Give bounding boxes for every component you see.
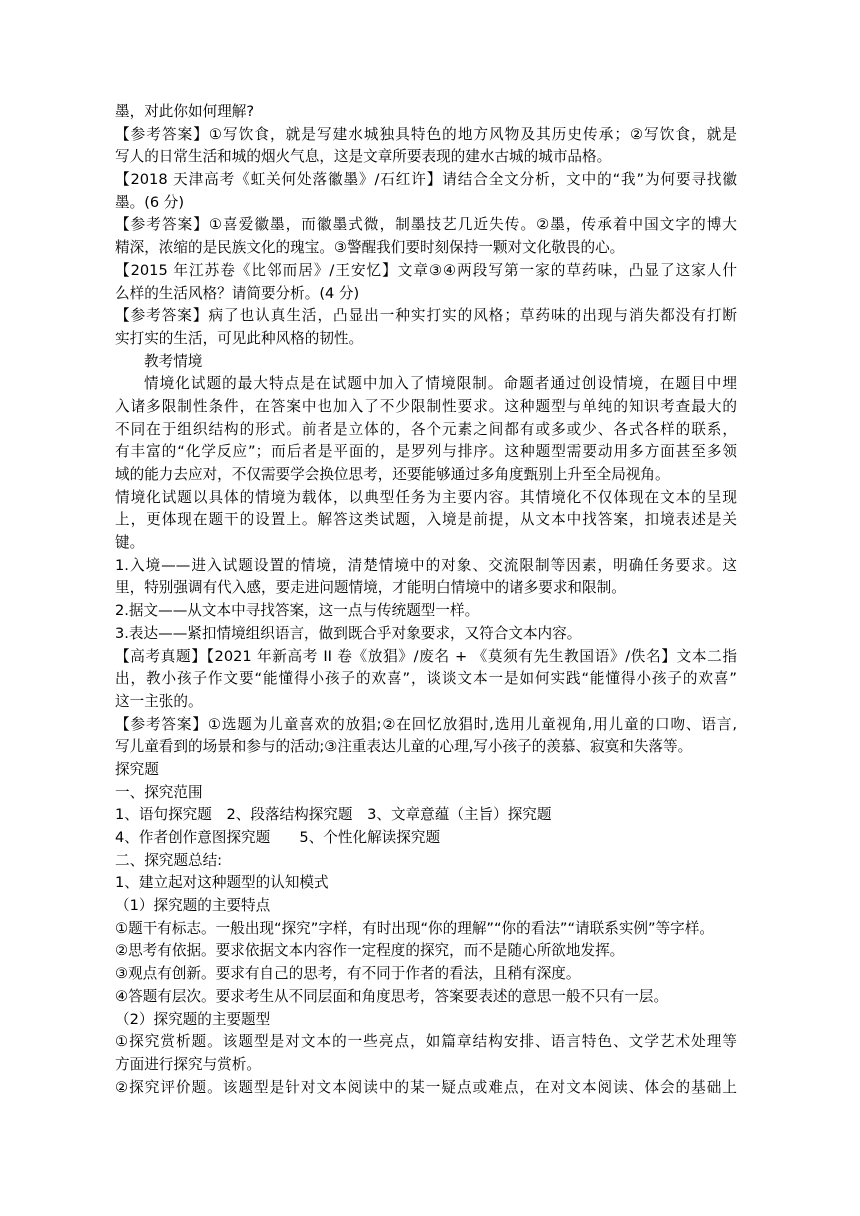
text-line: ③观点有创新。要求有自己的思考，有不同于作者的看法，且稍有深度。 bbox=[115, 965, 581, 983]
text-line: 写儿童看到的场景和参与的活动;③注重表达儿童的心理,写小孩子的羡慕、寂寞和失落等。 bbox=[115, 738, 693, 756]
text-line: 情境化试题以具体的情境为载体，以典型任务为主要内容。其情境化不仅体现在文本的呈现 bbox=[115, 488, 737, 506]
text-line: 1、语句探究题 2、段落结构探究题 3、文章意蕴（主旨）探究题 bbox=[115, 806, 552, 824]
text-line: 出，教小孩子作文要“能懂得小孩子的欢喜”，谈谈文本一是如何实践“能懂得小孩子的欢喜” bbox=[115, 670, 737, 688]
text-line: 实打实的生活，可见此种风格的韧性。 bbox=[115, 329, 364, 347]
text-line: 3.表达——紧扣情境组织语言，做到既合乎对象要求，又符合文本内容。 bbox=[115, 624, 582, 642]
text-line: 【2018 天津高考《虹关何处落徽墨》/石红许】请结合全文分析，文中的“我”为何要寻找徽 bbox=[115, 171, 737, 189]
text-line: 一、探究范围 bbox=[115, 783, 203, 801]
text-line: 入诸多限制性条件，在答案中也加入了不少限制性要求。这种题型与单纯的知识考查最大的 bbox=[115, 397, 737, 415]
text-line: 探究题 bbox=[115, 760, 159, 778]
text-line: 方面进行探究与赏析。 bbox=[115, 1055, 261, 1073]
text-line: 4、作者创作意图探究题 5、个性化解读探究题 bbox=[115, 829, 441, 846]
text-line: 1、建立起对这种题型的认知模式 bbox=[115, 874, 329, 892]
text-line: 【参考答案】病了也认真生活，凸显出一种实打实的风格；草药味的出现与消失都没有打断 bbox=[115, 307, 737, 325]
text-line: ①探究赏析题。该题型是对文本的一些亮点，如篇章结构安排、语言特色、文学艺术处理等 bbox=[115, 1033, 737, 1051]
text-line: 2.据文——从文本中寻找答案，这一点与传统题型一样。 bbox=[115, 602, 480, 620]
text-line: 【高考真题】【2021 年新高考 II 卷《放猖》/废名 + 《莫须有先生教国语》/佚名】文本二指 bbox=[115, 647, 737, 665]
text-line: 【参考答案】①选题为儿童喜欢的放猖;②在回忆放猖时,选用儿童视角,用儿童的口吻、语言, bbox=[115, 715, 737, 733]
text-line: ②思考有依据。要求依据文本内容作一定程度的探究，而不是随心所欲地发挥。 bbox=[115, 942, 625, 960]
text-line: 写人的日常生活和城的烟火气息，这是文章所要表现的建水古城的城市品格。 bbox=[115, 148, 612, 166]
text-line: 教考情境 bbox=[144, 352, 203, 370]
text-line: ④答题有层次。要求考生从不同层面和角度思考，答案要表述的意思一般不只有一层。 bbox=[115, 987, 669, 1005]
text-line: 二、探究题总结: bbox=[115, 851, 223, 869]
document-page bbox=[115, 101, 737, 1099]
text-line: 墨。(6 分) bbox=[115, 193, 185, 211]
text-line: 【参考答案】①喜爱徽墨，而徽墨式微，制墨技艺几近失传。②墨，传承着中国文字的博大 bbox=[115, 216, 737, 234]
text-line: ②探究评价题。该题型是针对文本阅读中的某一疑点或难点，在对文本阅读、体会的基础上 bbox=[115, 1078, 737, 1096]
text-line: ①题干有标志。一般出现“探究”字样，有时出现“你的理解”“你的看法”“请联系实例”等字样。 bbox=[115, 919, 714, 937]
text-line: 情境化试题的最大特点是在试题中加入了情境限制。命题者通过创设情境，在题目中埋 bbox=[144, 375, 737, 393]
text-line: 不同在于组织结构的形式。前者是立体的，各个元素之间都有或多或少、各式各样的联系， bbox=[115, 420, 737, 438]
text-line: 键。 bbox=[115, 534, 145, 552]
text-line: 墨，对此你如何理解? bbox=[115, 103, 255, 120]
text-line: 上，更体现在题干的设置上。解答这类试题，入境是前提，从文本中找答案，扣境表述是关 bbox=[115, 511, 737, 529]
text-line: 有丰富的“化学反应”；而后者是平面的，是罗列与排序。这种题型需要动用多方面甚至多领 bbox=[115, 443, 737, 461]
text-line: 精深，浓缩的是民族文化的瑰宝。③警醒我们要时刻保持一颗对文化敬畏的心。 bbox=[115, 239, 625, 257]
text-line: 里，特别强调有代入感，要走进问题情境，才能明白情境中的诸多要求和限制。 bbox=[115, 579, 626, 597]
text-line: 【参考答案】①写饮食，就是写建水城独具特色的地方风物及其历史传承；②写饮食，就是 bbox=[115, 125, 737, 143]
text-line: 域的能力去应对，不仅需要学会换位思考，还要能够通过多角度甄别上升至全局视角。 bbox=[115, 466, 670, 483]
text-line: 【2015 年江苏卷《比邻而居》/王安忆】文章③④两段写第一家的草药味，凸显了这家人什 bbox=[115, 261, 737, 279]
text-line: 1.入境——进入试题设置的情境，清楚情境中的对象、交流限制等因素，明确任务要求。这 bbox=[115, 556, 737, 574]
text-line: （1）探究题的主要特点 bbox=[115, 897, 271, 915]
text-line: 么样的生活风格？请简要分析。(4 分) bbox=[115, 284, 360, 302]
text-line: （2）探究题的主要题型 bbox=[115, 1010, 271, 1028]
text-line: 这一主张的。 bbox=[115, 692, 203, 710]
